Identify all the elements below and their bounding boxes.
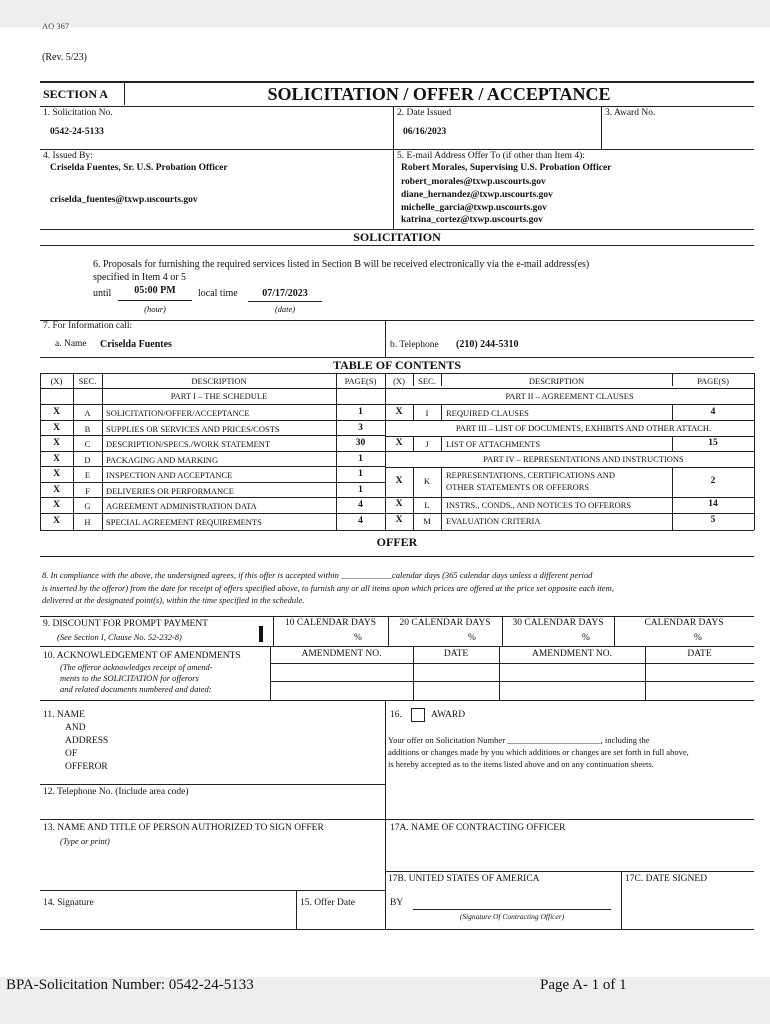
form-title: SOLICITATION / OFFER / ACCEPTANCE [267,84,611,104]
issued-by-name: Criselda Fuentes, Sr. U.S. Probation Officer [50,163,228,173]
ack-sub-3: and related documents numbered and dated: [60,684,212,694]
toc-row-x: X [53,469,60,479]
ack-label: 10. ACKNOWLEDGEMENT OF AMENDMENTS [43,651,241,661]
by-label: BY [390,898,404,908]
until-label: until [93,288,112,299]
offeror-name-label-4: OF [65,749,78,759]
footer-page-number: Page A- 1 of 1 [540,977,627,993]
item8-text-1: 8. In compliance with the above, the undersigned agrees, if this offer is accepted within ____________calendar days (365 calendar days unless a different period [42,570,593,580]
disc-col-20: 20 CALENDAR DAYS [399,618,491,628]
toc-row-desc: SUPPLIES OR SERVICES AND PRICES/COSTS [106,423,280,434]
toc-row-x: X [53,407,60,417]
toc-row-divider [40,497,385,498]
solicitation-no-label: 1. Solicitation No. [43,108,113,118]
award-checkbox[interactable] [411,708,425,722]
issued-by-label: 4. Issued By: [43,151,93,161]
offer-heading: OFFER [376,535,418,549]
contact-name-value: Criselda Fuentes [100,339,172,350]
solicitation-heading: SOLICITATION [353,230,441,244]
toc-col-pages-left: PAGE(S) [344,376,377,386]
toc-row-divider [40,513,385,514]
email-offer-name: Robert Morales, Supervising U.S. Probation Officer [401,163,612,173]
toc-part2: PART II – AGREEMENT CLAUSES [505,391,634,401]
disc-pct-10: % [354,633,362,643]
contracting-officer-label: 17A. NAME OF CONTRACTING OFFICER [390,823,566,833]
toc-row-sec: G [84,501,91,511]
toc-row-sec: C [84,439,91,449]
ack-sub-1: (The offeror acknowledges receipt of amend- [60,662,213,672]
contact-tel-value: (210) 244-5310 [456,339,519,350]
toc-row-pages: 4 [358,500,363,510]
toc-row-pages: 1 [358,407,363,417]
toc-row-sec: D [84,454,91,465]
award-label: AWARD [431,710,466,720]
toc-row-desc: PACKAGING AND MARKING [106,454,219,465]
award-text-2: additions or changes made by you which additions or changes are set forth in full above, [388,747,689,757]
toc-col-x-left: (X) [50,376,63,386]
toc-row-desc: DELIVERIES OR PERFORMANCE [106,485,234,496]
toc-row-divider [40,451,385,452]
usa-label: 17B. UNITED STATES OF AMERICA [388,874,540,884]
toc-row-x: X [53,500,60,510]
toc-row-x: X [53,484,60,495]
toc-row-pages: 1 [358,469,363,479]
toc-row-m-x: X [395,515,403,525]
disc-col-30: 30 CALENDAR DAYS [512,618,604,628]
toc-row-j-desc: LIST OF ATTACHMENTS [446,439,541,449]
toc-part3: PART III – LIST OF DOCUMENTS, EXHIBITS AND OTHER ATTACH. [455,423,712,433]
deadline-time: 05:00 PM [134,285,176,296]
toc-row-j-x: X [395,438,403,448]
offeror-name-label-5: OFFEROR [65,762,108,772]
amend-no-col-2: AMENDMENT NO. [531,649,613,659]
offeror-name-label-1: 11. NAME [43,710,85,720]
deadline-date: 07/17/2023 [262,288,308,299]
toc-row-l-desc: INSTRS., CONDS., AND NOTICES TO OFFERORS [446,500,632,510]
discount-subtext: (See Section I, Clause No. 52-232-8) [57,632,182,642]
form-code: AO 367 [42,21,70,31]
disc-col-other: CALENDAR DAYS [644,618,724,628]
disc-col-10: 10 CALENDAR DAYS [285,618,376,628]
item6-text-2: specified in Item 4 or 5 [93,272,187,283]
item8-text-2: is inserted by the offeror) from the date for receipt of offers specified above, to furnish any or all items upon which prices are offered at the price set opposite each item, [42,583,614,593]
toc-row-x: X [53,438,60,448]
email-offer-label: 5. E-mail Address Offer To (if other than Item 4): [397,151,585,161]
toc-row-pages: 4 [358,515,363,526]
email-offer-1: robert_morales@txwp.uscourts.gov [401,177,546,187]
disc-pct-30: % [582,633,590,643]
toc-row-j-pages: 15 [708,438,718,448]
toc-row-k-desc2: OTHER STATEMENTS OR OFFERORS [446,482,590,492]
toc-row-pages: 1 [358,484,363,495]
toc-row-j-sec: J [425,439,429,449]
footer-solicitation-number: BPA-Solicitation Number: 0542-24-5133 [6,977,254,993]
toc-row-m-desc: EVALUATION CRITERIA [446,516,541,526]
discount-marker [259,626,263,642]
toc-heading: TABLE OF CONTENTS [332,358,462,372]
offer-date-label: 15. Offer Date [300,898,355,908]
co-signature-caption: (Signature Of Contracting Officer) [459,912,565,921]
date-issued-label: 2. Date Issued [397,108,452,118]
footer-band [0,977,770,1024]
toc-row-x: X [53,453,60,464]
toc-row-l-x: X [395,499,403,509]
offeror-name-label-2: AND [65,723,86,733]
toc-row-desc: DESCRIPTION/SPECS./WORK STATEMENT [106,439,271,449]
section-label: SECTION A [43,87,109,101]
amend-date-col-1: DATE [443,649,469,659]
issued-by-email: criselda_fuentes@txwp.uscourts.gov [50,195,198,205]
toc-row-sec: F [85,485,90,496]
toc-row-divider [385,451,754,452]
toc-row-l-pages: 14 [708,499,718,509]
info-call-label: 7. For Information call: [43,321,133,331]
top-viewer-band [0,0,770,27]
item8-text-3: delivered at the designated point(s), within the time specified in the schedule. [42,595,305,605]
authorized-person-sub: (Type or print) [60,836,110,846]
award-text-1: Your offer on Solicitation Number ______________________, including the [388,735,650,745]
toc-col-desc-right: DESCRIPTION [528,376,585,386]
local-time-label: local time [198,288,238,299]
disc-pct-other: % [694,633,702,643]
toc-row-m-pages: 5 [710,515,716,525]
toc-part4: PART IV – REPRESENTATIONS AND INSTRUCTIONS [483,454,684,464]
date-issued-value: 06/16/2023 [403,127,447,137]
authorized-person-label: 13. NAME AND TITLE OF PERSON AUTHORIZED TO SIGN OFFER [43,823,324,833]
toc-row-sec: B [84,423,91,434]
toc-row-k-pages: 2 [710,476,716,486]
amend-date-col-2: DATE [687,649,712,659]
toc-row-i-x: X [395,407,403,417]
toc-row-k-sec: K [423,476,431,486]
offeror-name-label-3: ADDRESS [65,736,109,746]
toc-col-pages-right: PAGE(S) [697,376,729,386]
toc-part1: PART I – THE SCHEDULE [170,391,268,401]
toc-row-i-desc: REQUIRED CLAUSES [446,408,529,418]
toc-row-pages: 1 [358,453,363,464]
date-signed-label: 17C. DATE SIGNED [625,874,708,884]
toc-row-sec: H [84,516,91,527]
signature-label: 14. Signature [43,898,94,908]
toc-row-desc: INSPECTION AND ACCEPTANCE [106,470,233,480]
toc-row-divider [40,420,385,421]
toc-col-sec-right: SEC. [418,376,436,386]
item6-text-1: 6. Proposals for furnishing the required services listed in Section B will be received electronically via the e-mail address(es) [93,259,590,270]
offeror-telephone-label: 12. Telephone No. (Include area code) [43,787,189,797]
award-text-3: is hereby accepted as to the items listed above and on any continuation sheets. [388,759,654,769]
contact-name-label: a. Name [55,339,87,349]
toc-row-sec: A [84,408,91,418]
toc-row-sec: E [84,470,91,480]
email-offer-3: michelle_garcia@txwp.uscourts.gov [401,203,547,213]
email-offer-4: katrina_cortez@txwp.uscourts.gov [401,215,543,225]
award-no-label: 3. Award No. [605,108,656,118]
solicitation-no-value: 0542-24-5133 [50,127,104,137]
toc-col-desc-left: DESCRIPTION [191,376,247,386]
contact-tel-label: b. Telephone [390,340,439,350]
toc-row-divider [40,466,385,467]
toc-row-x: X [53,515,60,526]
date-caption: (date) [274,304,296,314]
disc-pct-20: % [468,633,476,643]
toc-row-k-desc1: REPRESENTATIONS, CERTIFICATIONS AND [446,470,616,480]
hour-caption: (hour) [144,304,166,314]
toc-row-divider [40,435,385,436]
toc-row-divider [40,482,385,483]
award-number-label: 16. [390,710,402,720]
toc-row-desc: AGREEMENT ADMINISTRATION DATA [106,501,257,511]
form-page [0,21,770,977]
toc-col-x-right: (X) [393,376,405,386]
discount-label: 9. DISCOUNT FOR PROMPT PAYMENT [43,619,208,629]
toc-row-i-sec: I [425,408,429,418]
toc-row-desc: SOLICITATION/OFFER/ACCEPTANCE [106,408,250,418]
toc-col-sec-left: SEC. [78,376,97,386]
ack-sub-2: ments to the SOLICITATION for offerors [60,673,199,683]
toc-row-desc: SPECIAL AGREEMENT REQUIREMENTS [106,516,262,527]
toc-row-pages: 30 [355,438,366,448]
toc-row-m-sec: M [423,516,431,526]
toc-row-k-x: X [395,476,403,486]
toc-row-l-sec: L [424,500,430,510]
toc-row-i-pages: 4 [710,407,716,417]
toc-row-pages: 3 [358,422,363,433]
form-revision: (Rev. 5/23) [42,52,87,63]
toc-row-divider [385,420,754,421]
email-offer-2: diane_hernandez@txwp.uscourts.gov [401,190,553,200]
amend-no-col-1: AMENDMENT NO. [301,649,382,659]
toc-row-x: X [53,422,60,433]
